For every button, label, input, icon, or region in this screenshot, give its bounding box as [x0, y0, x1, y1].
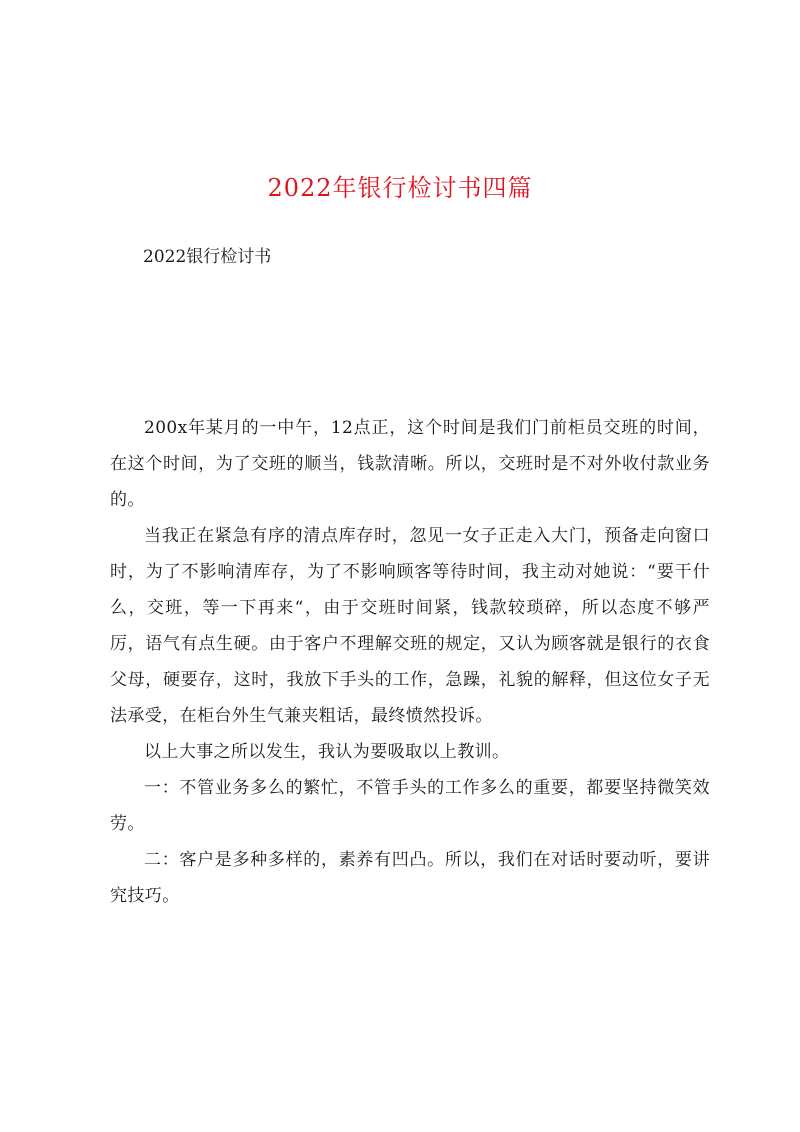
paragraph: 200x年某月的一中午，12点正，这个时间是我们门前柜员交班的时间，在这个时间，为了交班的顺当，钱款清晰。所以，交班时是不对外收付款业务的。	[110, 418, 710, 510]
document-subtitle: 2022银行检讨书	[143, 247, 272, 267]
paragraph: 二：客户是多种多样的，素养有凹凸。所以，我们在对话时要动听，要讲究技巧。	[110, 850, 710, 906]
paragraph: 当我正在紧急有序的清点库存时，忽见一女子正走入大门，预备走向窗口时，为了不影响清库存，为了不影响顾客等待时间，我主动对她说：“要干什么，交班，等一下再来“，由于交班时间紧，钱款较琐碎，所以态度不够严厉，语气有点生硬。由于客户不理解交班的规定，又认为顾客就是银行的衣食父母，硬要存，这时，我放下手头的工作，急躁，礼貌的解释，但这位女子无法承受，在柜台外生气兼夹粗话，最终愤然投诉。	[110, 526, 710, 726]
document-title: 2022年银行检讨书四篇	[267, 174, 533, 202]
paragraph: 一：不管业务多么的繁忙，不管手头的工作多么的重要，都要坚持微笑效劳。	[110, 778, 710, 834]
paragraph: 以上大事之所以发生，我认为要吸取以上教训。	[144, 742, 510, 762]
document-body	[110, 410, 710, 914]
